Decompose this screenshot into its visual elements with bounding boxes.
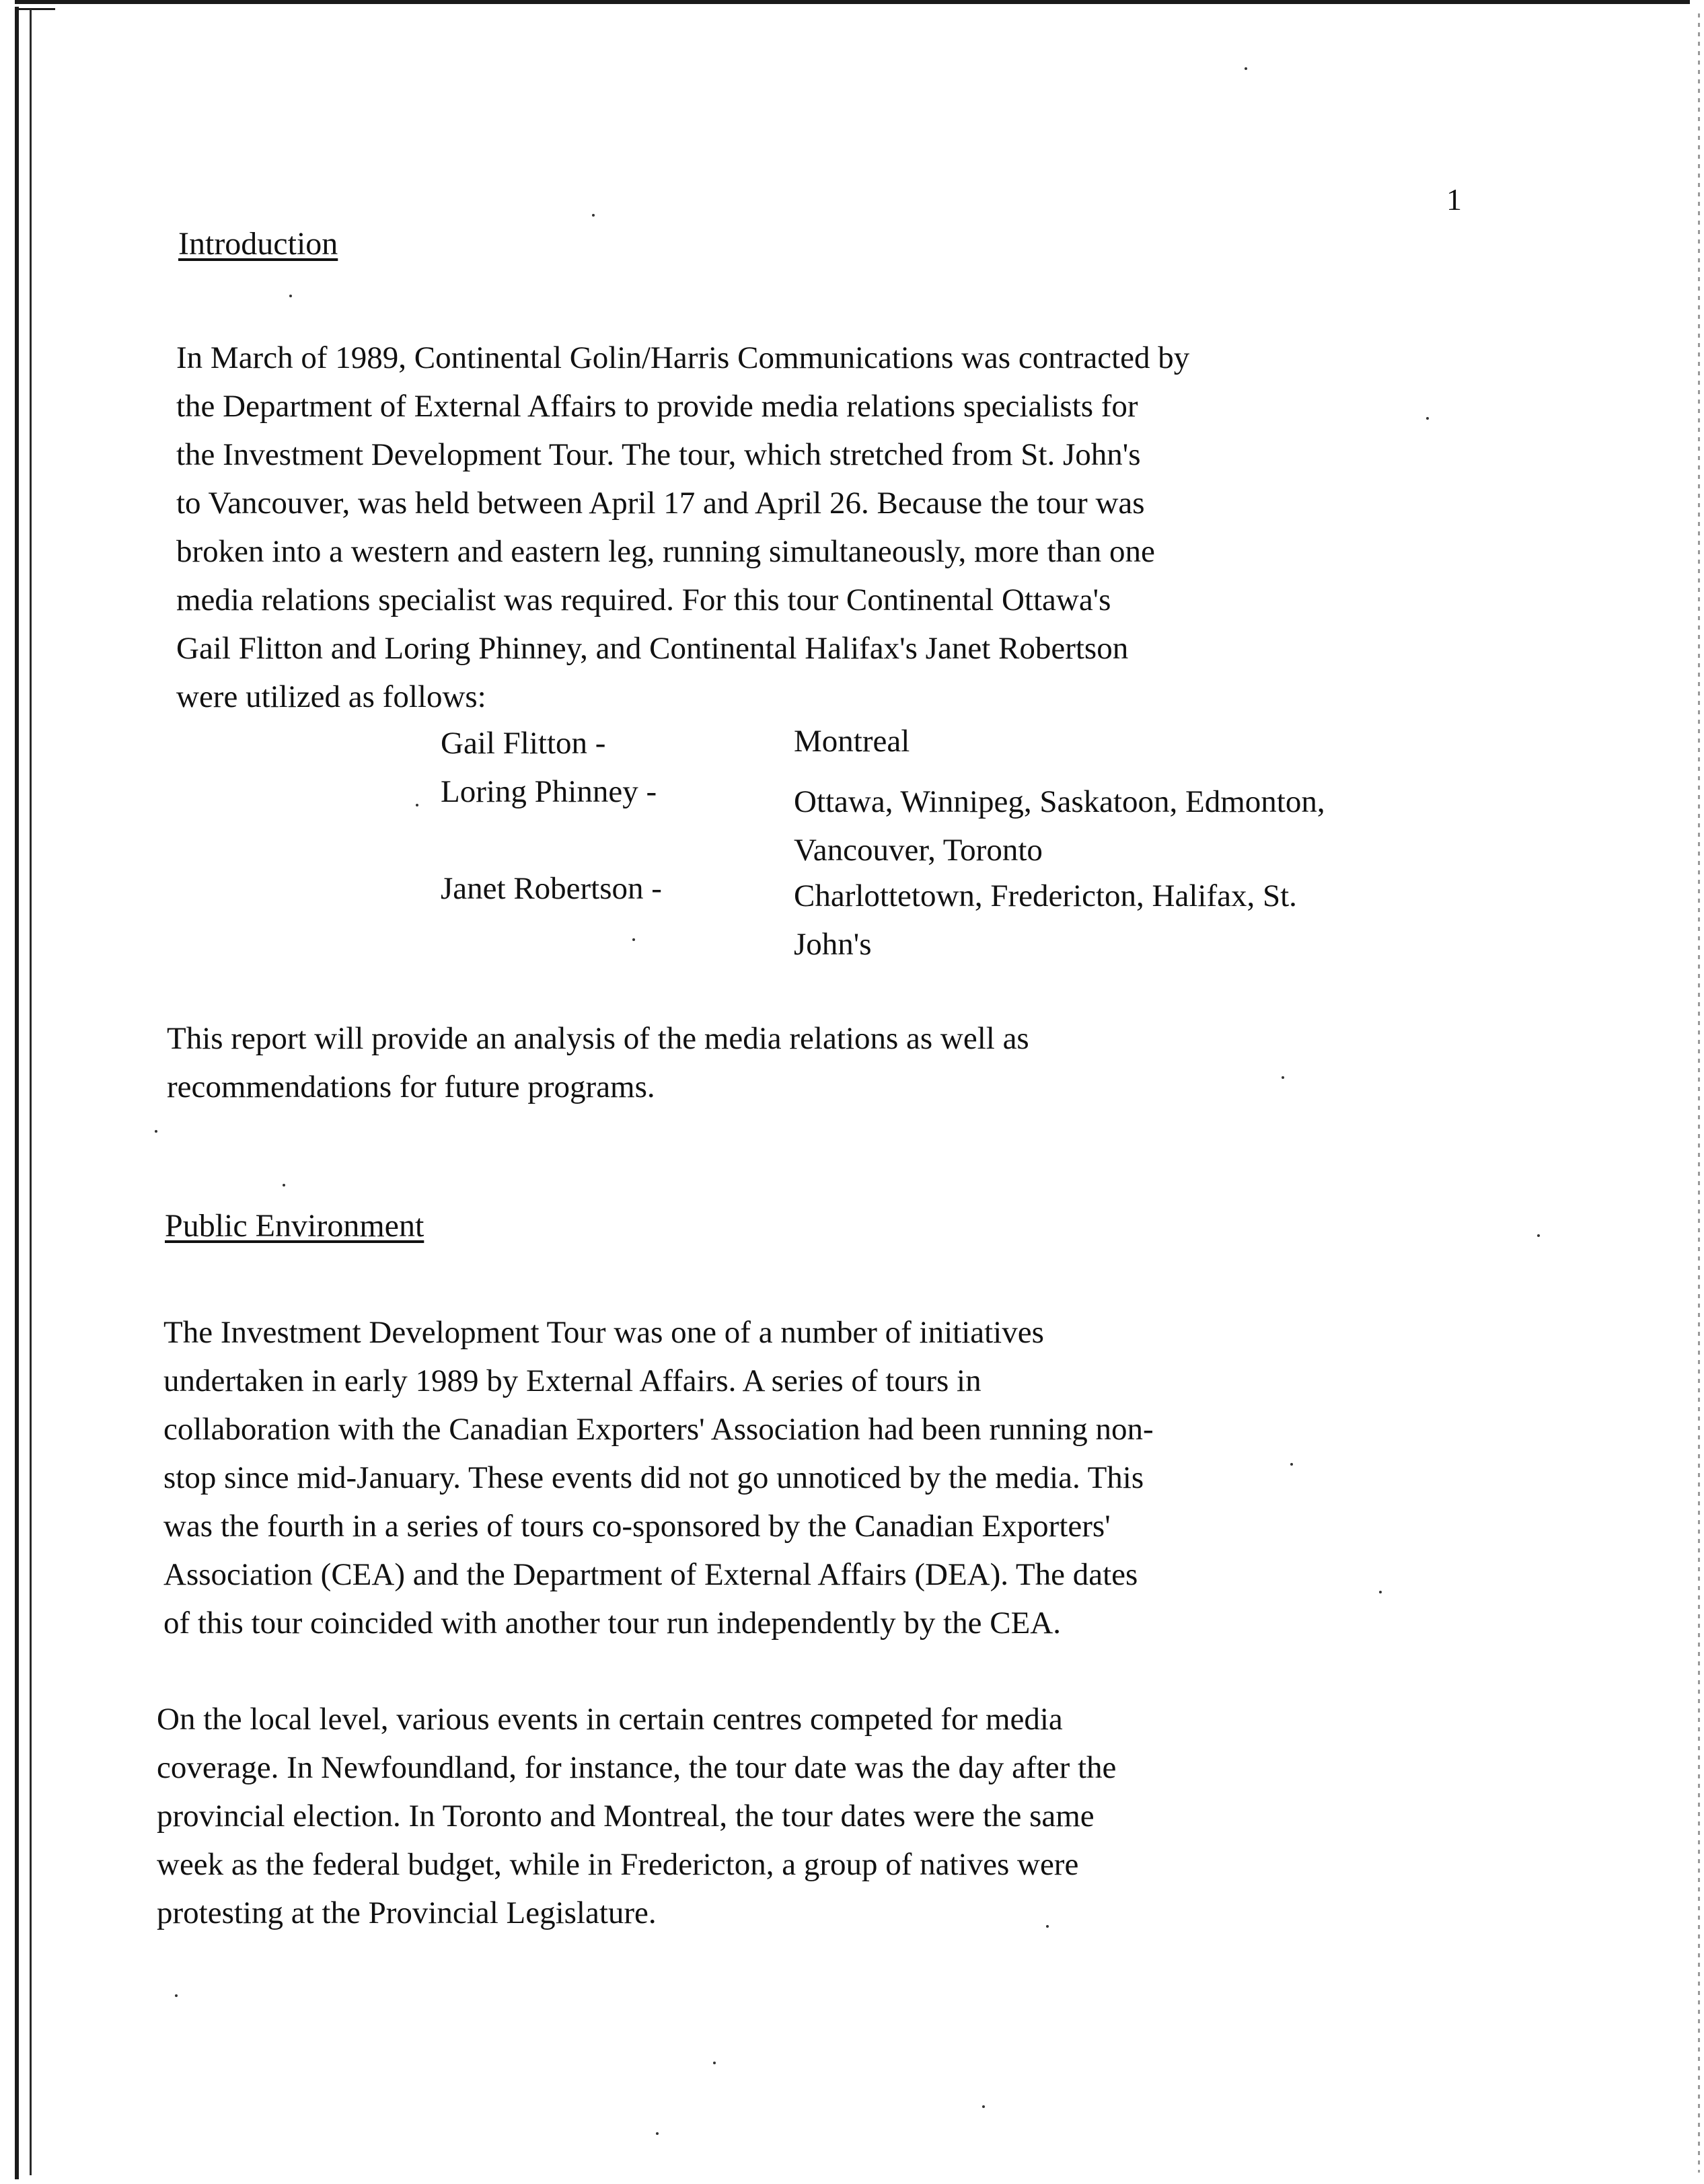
scan-speck	[283, 1184, 285, 1187]
scan-speck	[592, 214, 595, 217]
paragraph-line: coverage. In Newfoundland, for instance, the tour date was the day after the	[157, 1750, 1117, 1785]
paragraph-line: the Investment Development Tour. The tour, which stretched from St. John's	[176, 437, 1141, 472]
assignment-cities	[794, 778, 1467, 874]
scan-speck	[416, 804, 418, 806]
scan-speck	[175, 1994, 178, 1997]
assignment-city-line: Ottawa, Winnipeg, Saskatoon, Edmonton,	[794, 784, 1325, 819]
paragraph-line: Association (CEA) and the Department of External Affairs (DEA). The dates	[163, 1557, 1138, 1592]
assignment-name: Janet Robertson -	[441, 871, 662, 906]
paragraph-line: the Department of External Affairs to provide media relations specialists for	[176, 389, 1138, 424]
paragraph-line: provincial election. In Toronto and Montreal, the tour dates were the same	[157, 1799, 1095, 1834]
paragraph-line: undertaken in early 1989 by External Affairs. A series of tours in	[163, 1363, 981, 1398]
scan-edge-top	[15, 0, 1690, 4]
assignment-city-line: John's	[794, 927, 872, 962]
paragraph-line: recommendations for future programs.	[167, 1069, 655, 1104]
paragraph-line: protesting at the Provincial Legislature.	[157, 1895, 657, 1930]
scan-speck	[982, 2105, 985, 2108]
paragraph-line: was the fourth in a series of tours co-sponsored by the Canadian Exporters'	[163, 1509, 1111, 1544]
scan-speck	[656, 2132, 659, 2135]
public-environment-heading: Public Environment	[165, 1208, 424, 1244]
paragraph-line: week as the federal budget, while in Fredericton, a group of natives were	[157, 1847, 1079, 1882]
assignment-city-line: Montreal	[794, 724, 910, 759]
paragraph-line: media relations specialist was required. For this tour Continental Ottawa's	[176, 582, 1111, 617]
scan-edge-left-inner	[30, 9, 32, 2175]
scan-speck	[713, 2062, 716, 2064]
paragraph-line: This report will provide an analysis of the media relations as well as	[167, 1021, 1029, 1056]
scan-edge-corner	[15, 8, 55, 10]
paragraph-line: Gail Flitton and Loring Phinney, and Continental Halifax's Janet Robertson	[176, 631, 1129, 666]
introduction-paragraph	[176, 334, 1481, 721]
paragraph-line: collaboration with the Canadian Exporters' Association had been running non-	[163, 1412, 1154, 1447]
scan-edge-left	[15, 7, 19, 2179]
scan-edge-right	[1698, 13, 1700, 2173]
scan-speck	[1537, 1234, 1540, 1237]
page-number: 1	[1446, 182, 1462, 217]
public-environment-paragraph-2	[157, 1695, 1462, 1937]
scan-speck	[1245, 67, 1247, 70]
assignment-city-line: Charlottetown, Fredericton, Halifax, St.	[794, 878, 1297, 913]
paragraph-line: The Investment Development Tour was one of a number of initiatives	[163, 1315, 1044, 1350]
assignment-city-line: Vancouver, Toronto	[794, 833, 1043, 868]
introduction-closing-paragraph	[167, 1014, 1472, 1111]
assignment-name: Loring Phinney -	[441, 774, 657, 809]
scan-speck	[289, 295, 292, 297]
scan-speck	[155, 1130, 157, 1133]
paragraph-line: to Vancouver, was held between April 17 and April 26. Because the tour was	[176, 486, 1145, 521]
paragraph-line: of this tour coincided with another tour run independently by the CEA.	[163, 1606, 1061, 1641]
paragraph-line: were utilized as follows:	[176, 679, 486, 714]
assignment-cities	[794, 872, 1467, 969]
paragraph-line: On the local level, various events in certain centres competed for media	[157, 1702, 1063, 1737]
paragraph-line: stop since mid-January. These events did not go unnoticed by the media. This	[163, 1460, 1144, 1495]
assignment-name: Gail Flitton -	[441, 726, 606, 761]
introduction-heading: Introduction	[178, 226, 338, 262]
public-environment-paragraph-1	[163, 1308, 1469, 1647]
assignment-cities	[794, 717, 1467, 765]
scan-speck	[632, 938, 635, 941]
paragraph-line: broken into a western and eastern leg, running simultaneously, more than one	[176, 534, 1155, 569]
paragraph-line: In March of 1989, Continental Golin/Harris Communications was contracted by	[176, 340, 1190, 375]
